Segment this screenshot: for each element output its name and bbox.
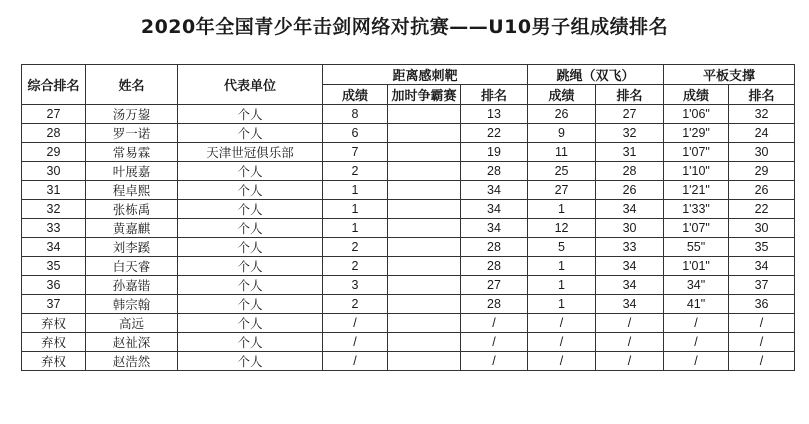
cell-target-rank: / (461, 352, 528, 371)
cell-plank-rank: 35 (729, 238, 795, 257)
cell-name: 黄嘉麒 (86, 219, 178, 238)
cell-overall-rank: 32 (22, 200, 86, 219)
table-row (22, 333, 795, 352)
cell-jumprope-rank: 34 (596, 276, 664, 295)
cell-jumprope-score: 12 (528, 219, 596, 238)
cell-overall-rank: 31 (22, 181, 86, 200)
header-unit: 代表单位 (178, 65, 323, 105)
cell-jumprope-rank: / (596, 333, 664, 352)
cell-name: 程卓熙 (86, 181, 178, 200)
cell-target-tiebreak (388, 124, 461, 143)
cell-plank-score: 41" (664, 295, 729, 314)
cell-name: 刘李蹊 (86, 238, 178, 257)
cell-unit: 个人 (178, 200, 323, 219)
cell-jumprope-rank: 33 (596, 238, 664, 257)
cell-jumprope-score: 27 (528, 181, 596, 200)
cell-unit: 个人 (178, 124, 323, 143)
cell-overall-rank: 弃权 (22, 352, 86, 371)
header-jumprope-score: 成绩 (528, 85, 596, 105)
cell-jumprope-score: / (528, 314, 596, 333)
cell-overall-rank: 33 (22, 219, 86, 238)
header-event-target: 距离感刺靶 (323, 65, 528, 85)
cell-target-score: 2 (323, 295, 388, 314)
table-row (22, 219, 795, 238)
cell-name: 张栋禹 (86, 200, 178, 219)
cell-plank-score: 1'07" (664, 219, 729, 238)
cell-target-score: 6 (323, 124, 388, 143)
cell-plank-rank: 22 (729, 200, 795, 219)
cell-plank-score: / (664, 333, 729, 352)
cell-jumprope-rank: 27 (596, 105, 664, 124)
cell-target-rank: 19 (461, 143, 528, 162)
cell-overall-rank: 28 (22, 124, 86, 143)
cell-plank-score: 1'10" (664, 162, 729, 181)
header-jumprope-rank: 排名 (596, 85, 664, 105)
cell-target-score: / (323, 333, 388, 352)
cell-target-rank: 27 (461, 276, 528, 295)
cell-overall-rank: 34 (22, 238, 86, 257)
cell-jumprope-rank: / (596, 314, 664, 333)
cell-overall-rank: 30 (22, 162, 86, 181)
cell-target-tiebreak (388, 162, 461, 181)
cell-target-tiebreak (388, 352, 461, 371)
cell-plank-score: 1'07" (664, 143, 729, 162)
cell-plank-rank: 36 (729, 295, 795, 314)
cell-overall-rank: 35 (22, 257, 86, 276)
cell-jumprope-score: 1 (528, 257, 596, 276)
cell-jumprope-score: 25 (528, 162, 596, 181)
cell-name: 孙嘉锴 (86, 276, 178, 295)
cell-plank-rank: 34 (729, 257, 795, 276)
cell-jumprope-score: 5 (528, 238, 596, 257)
cell-overall-rank: 36 (22, 276, 86, 295)
page-title: 2020年全国青少年击剑网络对抗赛——U10男子组成绩排名 (140, 16, 669, 38)
cell-jumprope-rank: 28 (596, 162, 664, 181)
table-row (22, 238, 795, 257)
cell-unit: 个人 (178, 181, 323, 200)
cell-target-tiebreak (388, 181, 461, 200)
table-row (22, 162, 795, 181)
cell-jumprope-score: 26 (528, 105, 596, 124)
cell-jumprope-score: 9 (528, 124, 596, 143)
cell-name: 高远 (86, 314, 178, 333)
cell-jumprope-rank: 26 (596, 181, 664, 200)
cell-plank-rank: 26 (729, 181, 795, 200)
header-target-score: 成绩 (323, 85, 388, 105)
cell-jumprope-score: 1 (528, 200, 596, 219)
cell-target-tiebreak (388, 143, 461, 162)
cell-target-rank: 28 (461, 295, 528, 314)
cell-name: 叶展嘉 (86, 162, 178, 181)
cell-unit: 天津世冠俱乐部 (178, 143, 323, 162)
table-row (22, 314, 795, 333)
cell-target-tiebreak (388, 333, 461, 352)
cell-jumprope-rank: / (596, 352, 664, 371)
cell-unit: 个人 (178, 257, 323, 276)
cell-plank-score: 1'06" (664, 105, 729, 124)
results-body (22, 105, 795, 371)
table-row (22, 124, 795, 143)
cell-jumprope-score: / (528, 333, 596, 352)
header-event-plank: 平板支撑 (664, 65, 795, 85)
cell-jumprope-rank: 32 (596, 124, 664, 143)
cell-target-tiebreak (388, 200, 461, 219)
cell-name: 罗一诺 (86, 124, 178, 143)
cell-unit: 个人 (178, 105, 323, 124)
table-row (22, 200, 795, 219)
cell-overall-rank: 弃权 (22, 314, 86, 333)
cell-unit: 个人 (178, 238, 323, 257)
header-target-tiebreak: 加时争霸赛 (388, 85, 461, 105)
cell-target-tiebreak (388, 257, 461, 276)
cell-unit: 个人 (178, 352, 323, 371)
cell-plank-rank: 24 (729, 124, 795, 143)
cell-plank-score: 1'29" (664, 124, 729, 143)
cell-target-tiebreak (388, 295, 461, 314)
header-plank-score: 成绩 (664, 85, 729, 105)
cell-unit: 个人 (178, 333, 323, 352)
cell-plank-rank: 37 (729, 276, 795, 295)
cell-target-tiebreak (388, 219, 461, 238)
cell-target-score: 3 (323, 276, 388, 295)
cell-jumprope-score: 11 (528, 143, 596, 162)
header-target-rank: 排名 (461, 85, 528, 105)
cell-overall-rank: 弃权 (22, 333, 86, 352)
table-row (22, 352, 795, 371)
cell-plank-rank: 30 (729, 143, 795, 162)
cell-target-rank: 28 (461, 238, 528, 257)
cell-target-score: / (323, 314, 388, 333)
cell-target-score: 1 (323, 219, 388, 238)
cell-target-score: 7 (323, 143, 388, 162)
header-overall-rank: 综合排名 (22, 65, 86, 105)
cell-target-rank: 22 (461, 124, 528, 143)
cell-plank-rank: / (729, 333, 795, 352)
table-row (22, 143, 795, 162)
cell-name: 赵祉深 (86, 333, 178, 352)
cell-name: 汤万鋆 (86, 105, 178, 124)
cell-plank-score: 55" (664, 238, 729, 257)
cell-target-rank: 34 (461, 181, 528, 200)
cell-jumprope-rank: 30 (596, 219, 664, 238)
cell-target-tiebreak (388, 276, 461, 295)
cell-target-score: 1 (323, 200, 388, 219)
cell-target-tiebreak (388, 314, 461, 333)
cell-jumprope-rank: 34 (596, 257, 664, 276)
cell-target-tiebreak (388, 105, 461, 124)
cell-name: 常易霖 (86, 143, 178, 162)
cell-jumprope-rank: 34 (596, 200, 664, 219)
cell-plank-score: 1'33" (664, 200, 729, 219)
cell-target-score: 2 (323, 238, 388, 257)
cell-target-rank: / (461, 333, 528, 352)
cell-plank-score: 1'21" (664, 181, 729, 200)
cell-target-score: 2 (323, 257, 388, 276)
header-name: 姓名 (86, 65, 178, 105)
cell-target-rank: 34 (461, 200, 528, 219)
cell-name: 赵浩然 (86, 352, 178, 371)
cell-plank-score: 34" (664, 276, 729, 295)
cell-plank-rank: 29 (729, 162, 795, 181)
table-row (22, 295, 795, 314)
cell-unit: 个人 (178, 162, 323, 181)
cell-unit: 个人 (178, 219, 323, 238)
cell-target-rank: 34 (461, 219, 528, 238)
cell-target-score: / (323, 352, 388, 371)
cell-target-tiebreak (388, 238, 461, 257)
cell-target-rank: 28 (461, 257, 528, 276)
table-row (22, 276, 795, 295)
cell-name: 韩宗翰 (86, 295, 178, 314)
cell-target-score: 1 (323, 181, 388, 200)
results-table (21, 64, 795, 371)
cell-plank-rank: 30 (729, 219, 795, 238)
cell-plank-score: / (664, 314, 729, 333)
cell-overall-rank: 37 (22, 295, 86, 314)
cell-target-score: 8 (323, 105, 388, 124)
cell-target-score: 2 (323, 162, 388, 181)
cell-jumprope-score: 1 (528, 276, 596, 295)
cell-overall-rank: 29 (22, 143, 86, 162)
cell-overall-rank: 27 (22, 105, 86, 124)
cell-target-rank: 13 (461, 105, 528, 124)
cell-jumprope-rank: 34 (596, 295, 664, 314)
cell-target-rank: / (461, 314, 528, 333)
cell-plank-score: / (664, 352, 729, 371)
header-event-jumprope: 跳绳（双飞） (528, 65, 664, 85)
cell-jumprope-score: / (528, 352, 596, 371)
cell-plank-rank: / (729, 314, 795, 333)
cell-jumprope-score: 1 (528, 295, 596, 314)
table-row (22, 105, 795, 124)
cell-target-rank: 28 (461, 162, 528, 181)
cell-unit: 个人 (178, 295, 323, 314)
cell-plank-rank: / (729, 352, 795, 371)
cell-name: 白天睿 (86, 257, 178, 276)
header-plank-rank: 排名 (729, 85, 795, 105)
table-row (22, 257, 795, 276)
cell-unit: 个人 (178, 314, 323, 333)
table-row (22, 181, 795, 200)
cell-unit: 个人 (178, 276, 323, 295)
cell-jumprope-rank: 31 (596, 143, 664, 162)
cell-plank-rank: 32 (729, 105, 795, 124)
cell-plank-score: 1'01" (664, 257, 729, 276)
